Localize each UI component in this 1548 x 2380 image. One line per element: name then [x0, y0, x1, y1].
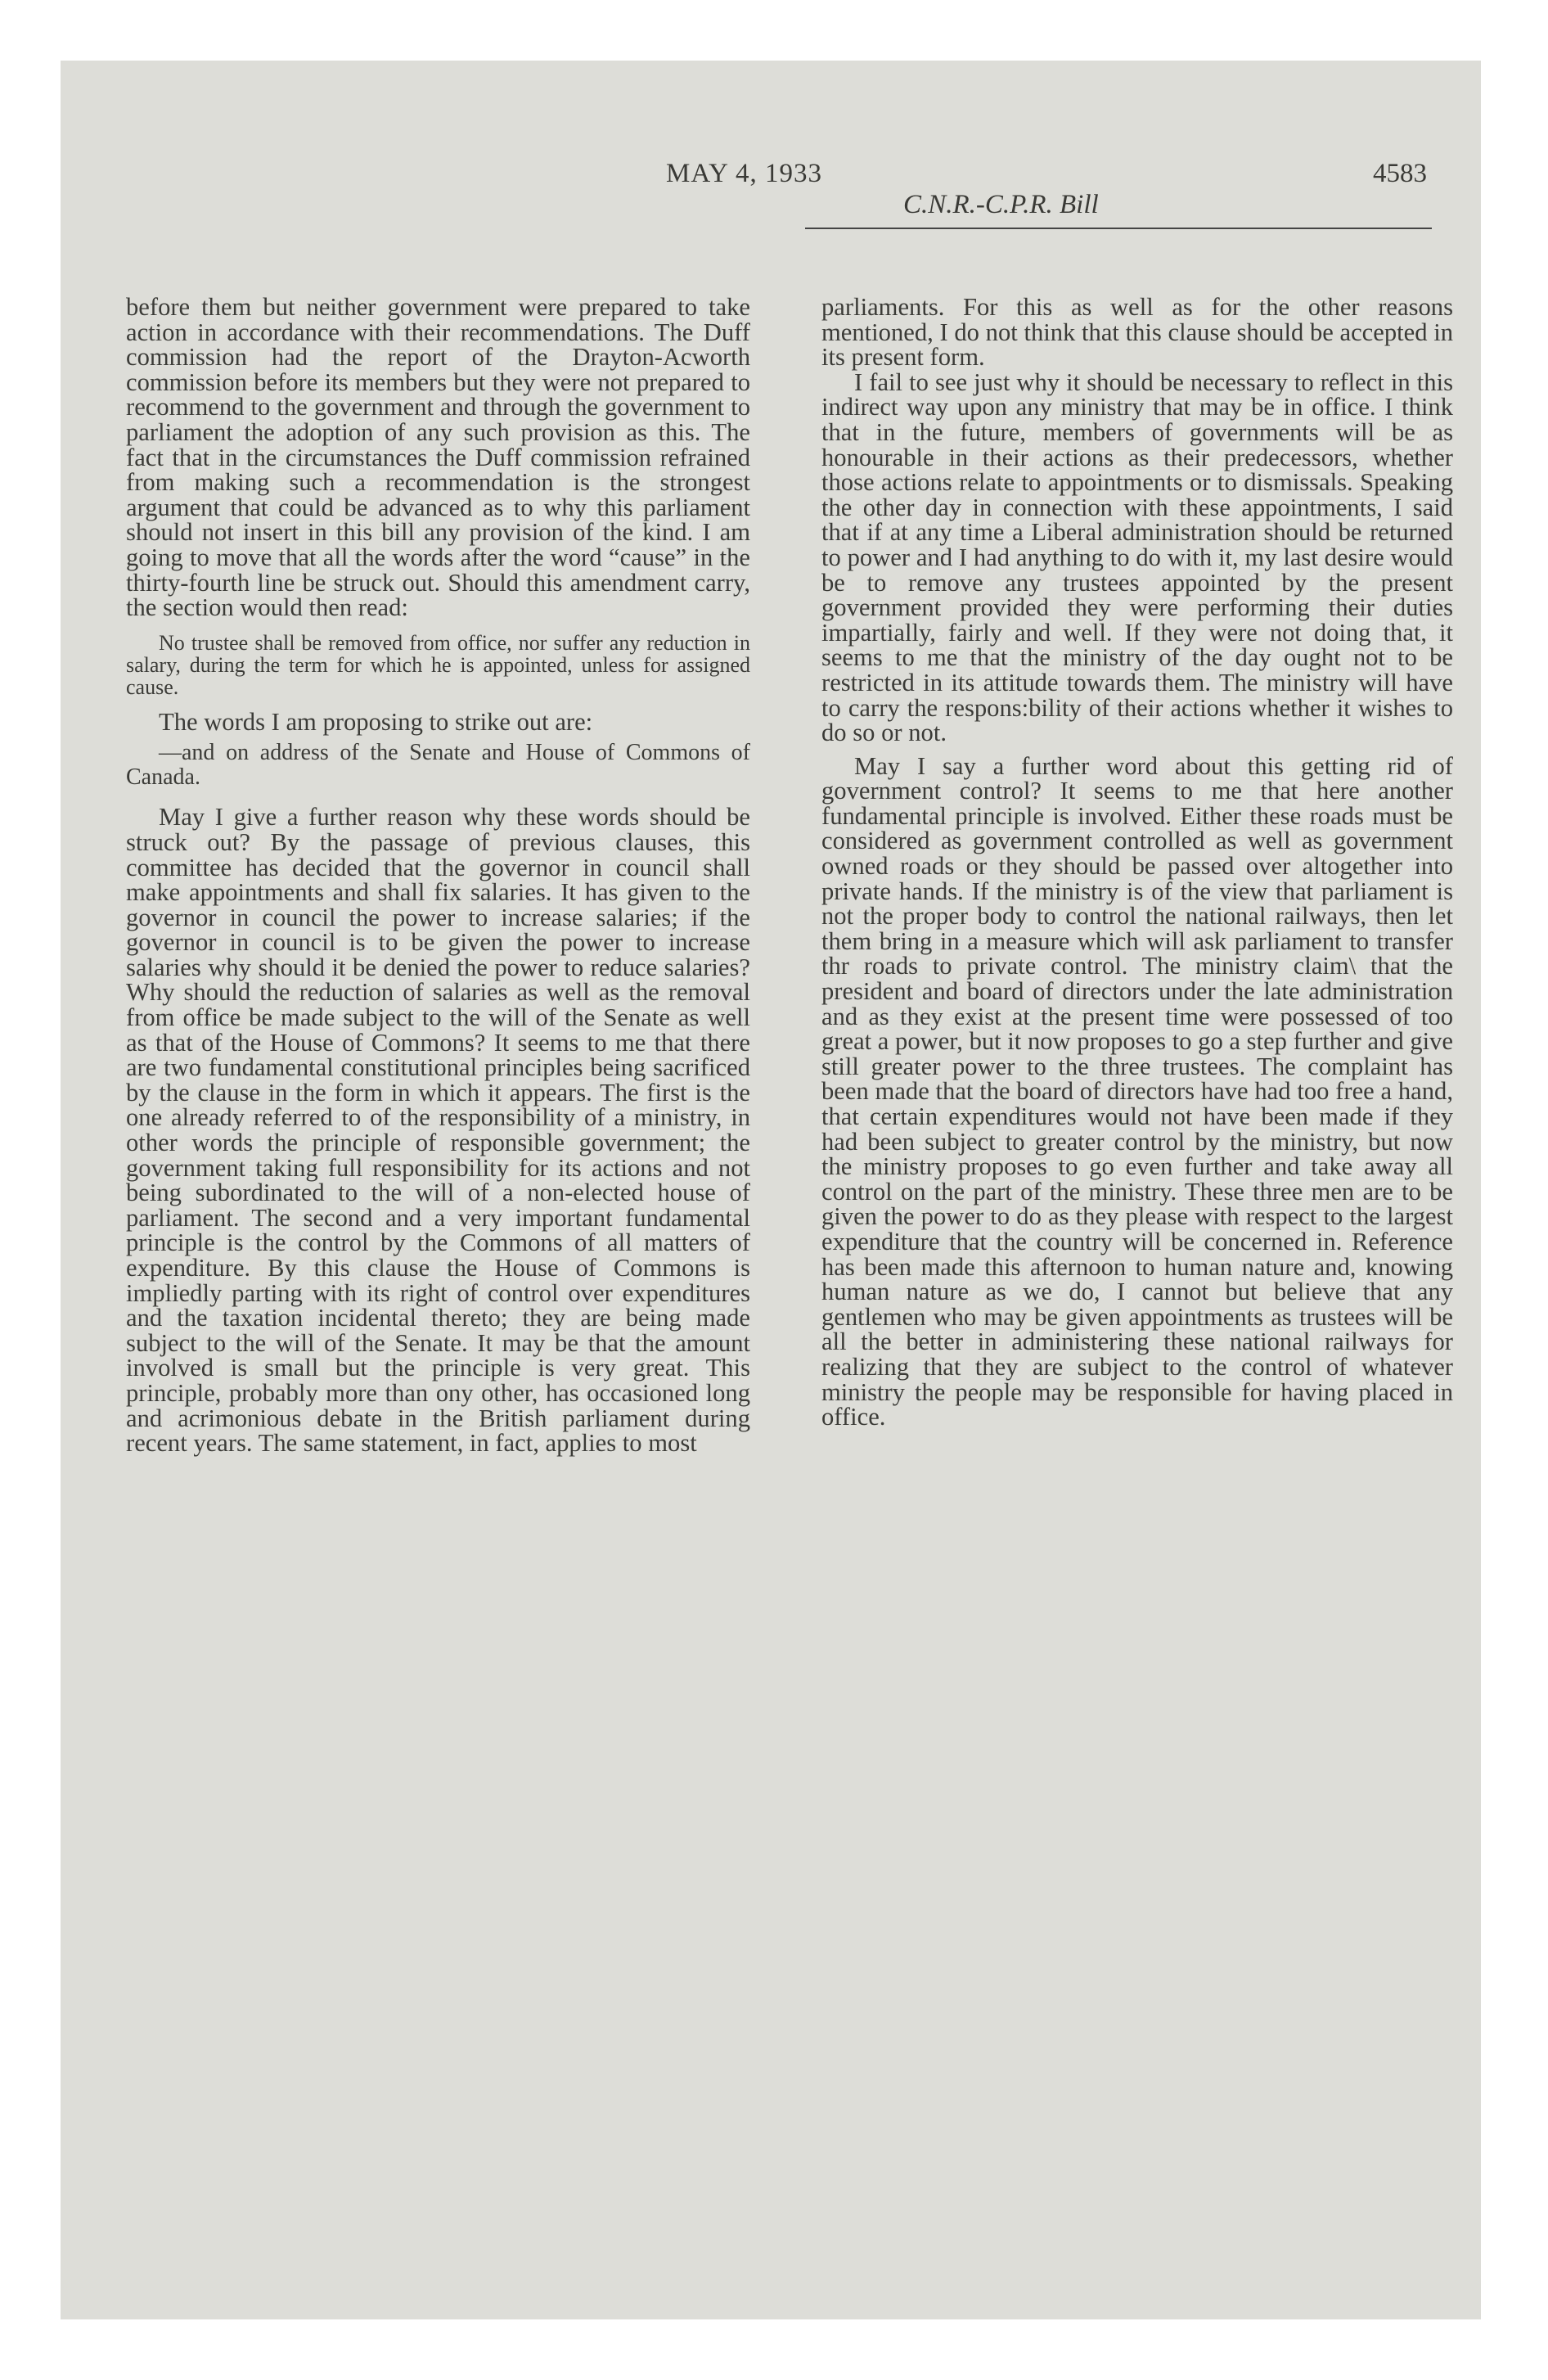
paragraph: May I say a further word about this getting rid of government control? It seems to me that here another fundamental principle is involved. Either these roads must be considered as government controlled as well as government owned roads or they should be passed over altogether into private hands. If the ministry is of the view that parliament is not the proper body to control the national railways, then let them bring in a measure which will ask parliament to transfer thr roads to private control. The ministry claim\ that the president and board of directors under the late administration and as they exist at the present time were possessed of too great a power, but it now proposes to go a step further and give still greater power to the three trustees. The complaint has been made that the board of directors have had too free a hand, that certain expenditures would not have been made if they had been subject to greater control by the ministry, but now the ministry proposes to go even further and take away all control on the part of the ministry. These three men are to be given the power to do as they please with respect to the largest expenditure that the country will be concerned in. Reference has been made this afternoon to human nature and, knowing human nature as we do, I cannot but believe that any gentlemen who may be given appointments as trustees will be all the better in administering these national railways for realizing that they are subject to the control of whatever ministry the people may be responsible for having placed in office. — [821, 751, 1453, 1431]
header-rule — [805, 228, 1432, 229]
paragraph: The words I am proposing to strike out are: — [159, 707, 593, 736]
paragraph: I fail to see just why it should be necessary to reflect in this indirect way upon any ministry that may be in office. I think that in the future, members of governments will be as honourable in their actions as their predecessors, whether those actions relate to appointments or to dismissals. Speaking the other day in connection with these appointments, I said that if at any time a Liberal administration should be returned to power and I had anything to do with it, my last desire would be to remove any trustees appointed by the present government provided they were performing their duties impartially, fairly and well. If they were not doing that, it seems to me that the ministry of the day ought not to be restricted in its attitude towards them. The ministry will have to carry the respons:bility of their actions whether it wishes to do so or not. — [821, 367, 1453, 747]
quoted-words: —and on address of the Senate and House of Commons of Canada. — [126, 740, 750, 791]
running-title: C.N.R.-C.P.R. Bill — [903, 190, 1099, 219]
page-header — [93, 159, 1448, 232]
paragraph: before them but neither government were prepared to take action in accordance with their recommendations. The Duff commission had the report of the Drayton-Acworth commission before its members but they were not prepared to recommend to the government and through the government to parliament the adoption of any such provision as this. The fact that in the circumstances the Duff commission refrained from making such a recommendation is the strongest argument that could be advanced as to why this parliament should not insert in this bill any provision of the kind. I am going to move that all the words after the word “cause” in the thirty-fourth line be struck out. Should this amendment carry, the section would then read: — [126, 293, 750, 622]
hansard-page — [93, 110, 1453, 2254]
page-number: 4583 — [1373, 159, 1427, 188]
right-column — [821, 295, 1453, 1430]
quoted-section: No trustee shall be removed from office, nor suffer any reduction in salary, during the term for which he is appointed, unless for assigned cause. — [126, 630, 750, 699]
header-date: MAY 4, 1933 — [666, 159, 823, 188]
scanned-page — [61, 61, 1481, 2319]
paragraph: May I give a further reason why these words should be struck out? By the passage of previous clauses, this committee has decided that the governor in council shall make appointments and shall fix salaries. It has given to the governor in council the power to increase salaries; if the governor in council is to be given the power to increase salaries why should it be denied the power to reduce salaries? Why should the reduction of salaries as well as the removal from office be made subject to the will of the Senate as well as that of the House of Commons? It seems to me that there are two fundamental constitutional principles being sacrificed by the clause in the form in which it appears. The first is the one already referred to of the responsibility of a ministry, in other words the principle of responsible government; the government taking full responsibility for its actions and not being subordinated to the will of a non-elected house of parliament. The second and a very important fundamental principle is the control by the Commons of all matters of expenditure. By this clause the House of Commons is impliedly parting with its right of control over expenditures and the taxation incidental thereto; they are being made subject to the will of the Senate. It may be that the amount involved is small but the principle is very great. This principle, probably more than ony other, has occasioned long and acrimonious debate in the British parliament during recent years. The same statement, in fact, applies to most — [126, 803, 750, 1458]
left-column — [126, 295, 750, 1456]
paragraph: parliaments. For this as well as for the other reasons mentioned, I do not think that this clause should be accepted in its present form. — [821, 293, 1453, 372]
